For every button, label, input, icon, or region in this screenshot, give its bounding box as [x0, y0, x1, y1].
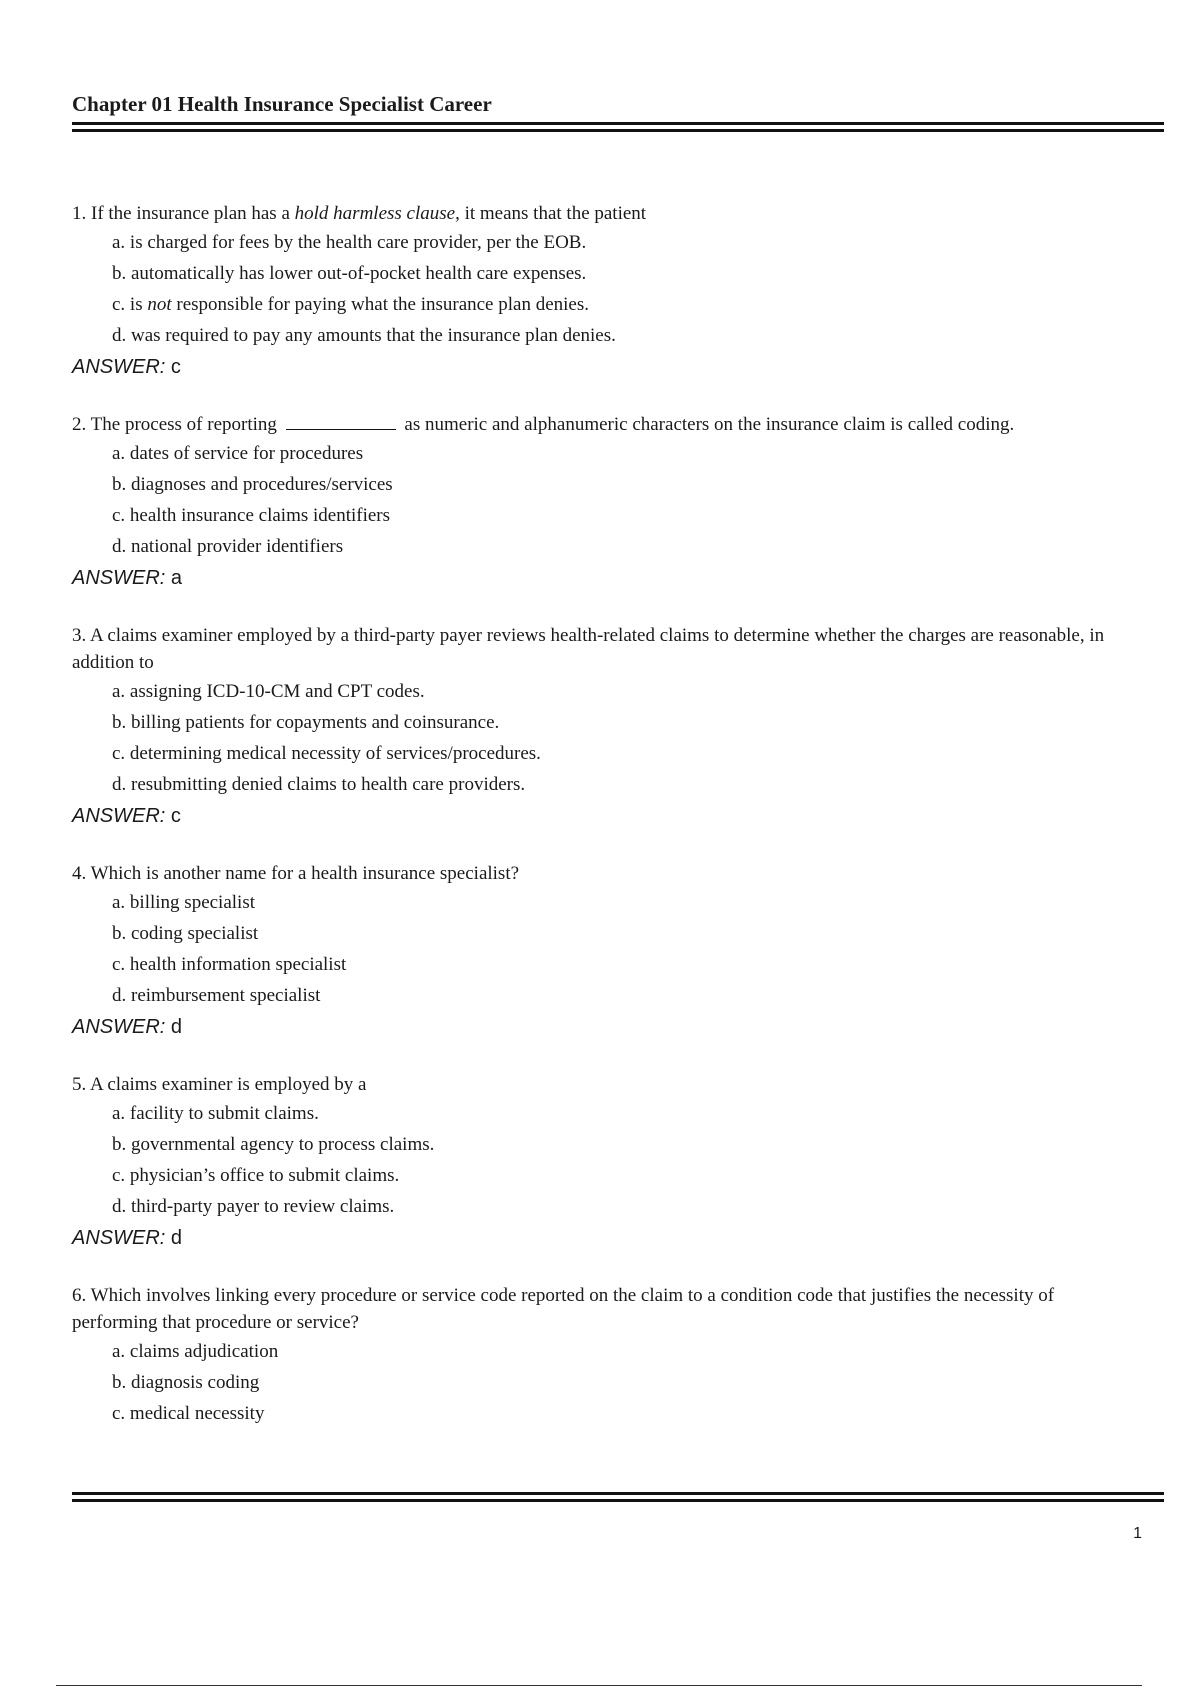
option-b: b. automatically has lower out-of-pocket health care expenses. [112, 263, 587, 284]
answer-label: ANSWER: [72, 805, 166, 827]
answer-line [72, 1224, 1122, 1252]
option-list [72, 438, 1122, 562]
answer-label: ANSWER: [72, 1016, 166, 1038]
option-a: a. facility to submit claims. [112, 1103, 319, 1124]
question-stem: 2. The process of reporting as numeric and alphanumeric characters on the insurance claim is called coding. [72, 414, 1015, 435]
option-a: a. billing specialist [112, 892, 256, 913]
option-c: c. is not responsible for paying what the insurance plan denies. [112, 294, 589, 315]
question-4 [72, 860, 1122, 1041]
page-bottom-divider [56, 1685, 1142, 1686]
option-b: b. governmental agency to process claims. [112, 1134, 435, 1155]
question-list [72, 200, 1122, 1459]
answer-label: ANSWER: [72, 567, 166, 589]
fill-in-blank [286, 413, 396, 430]
option-d: d. resubmitting denied claims to health care providers. [112, 774, 526, 795]
option-c: c. physician’s office to submit claims. [112, 1165, 400, 1186]
option-c: c. determining medical necessity of services/procedures. [112, 743, 541, 764]
question-stem: 1. If the insurance plan has a hold harmless clause, it means that the patient [72, 203, 647, 224]
answer-value: c [170, 805, 181, 827]
answer-label: ANSWER: [72, 356, 166, 378]
question-stem: 4. Which is another name for a health insurance specialist? [72, 863, 520, 884]
answer-line [72, 1013, 1122, 1041]
option-a: a. dates of service for procedures [112, 443, 364, 464]
emphasized-term: hold harmless clause [294, 203, 456, 224]
option-d: d. reimbursement specialist [112, 985, 321, 1006]
option-list [72, 887, 1122, 1011]
option-a: a. assigning ICD-10-CM and CPT codes. [112, 681, 425, 702]
option-list [72, 1336, 1122, 1429]
option-b: b. billing patients for copayments and coinsurance. [112, 712, 500, 733]
option-list [72, 227, 1122, 351]
answer-value: a [170, 567, 183, 589]
option-list [72, 1098, 1122, 1222]
document-page [72, 0, 1164, 1700]
page-title: Chapter 01 Health Insurance Specialist Career [72, 92, 492, 116]
question-stem: 3. A claims examiner employed by a third-party payer reviews health-related claims to determine whether the charges are reasonable, in addition to [72, 625, 1105, 673]
option-b: b. diagnoses and procedures/services [112, 474, 393, 495]
option-d: d. was required to pay any amounts that the insurance plan denies. [112, 325, 616, 346]
answer-line [72, 353, 1122, 381]
option-c: c. medical necessity [112, 1403, 265, 1424]
option-c: c. health information specialist [112, 954, 347, 975]
answer-value: d [170, 1227, 183, 1249]
question-3 [72, 622, 1122, 830]
answer-label: ANSWER: [72, 1227, 166, 1249]
answer-line [72, 564, 1122, 592]
answer-value: d [170, 1016, 183, 1038]
question-2 [72, 411, 1122, 592]
option-b: b. coding specialist [112, 923, 259, 944]
header-double-rule [72, 122, 1164, 132]
option-c: c. health insurance claims identifiers [112, 505, 391, 526]
option-b: b. diagnosis coding [112, 1372, 260, 1393]
answer-value: c [170, 356, 181, 378]
option-d: d. national provider identifiers [112, 536, 344, 557]
answer-line [72, 802, 1122, 830]
option-a: a. is charged for fees by the health care provider, per the EOB. [112, 232, 587, 253]
question-1 [72, 200, 1122, 381]
question-stem: 6. Which involves linking every procedure or service code reported on the claim to a condition code that justifies the necessity of performing that procedure or service? [72, 1285, 1055, 1333]
page-number: 1 [1133, 1525, 1142, 1542]
option-a: a. claims adjudication [112, 1341, 279, 1362]
footer-double-rule [72, 1492, 1164, 1502]
question-5 [72, 1071, 1122, 1252]
option-list [72, 676, 1122, 800]
question-stem: 5. A claims examiner is employed by a [72, 1074, 367, 1095]
option-d: d. third-party payer to review claims. [112, 1196, 395, 1217]
question-6 [72, 1282, 1122, 1429]
